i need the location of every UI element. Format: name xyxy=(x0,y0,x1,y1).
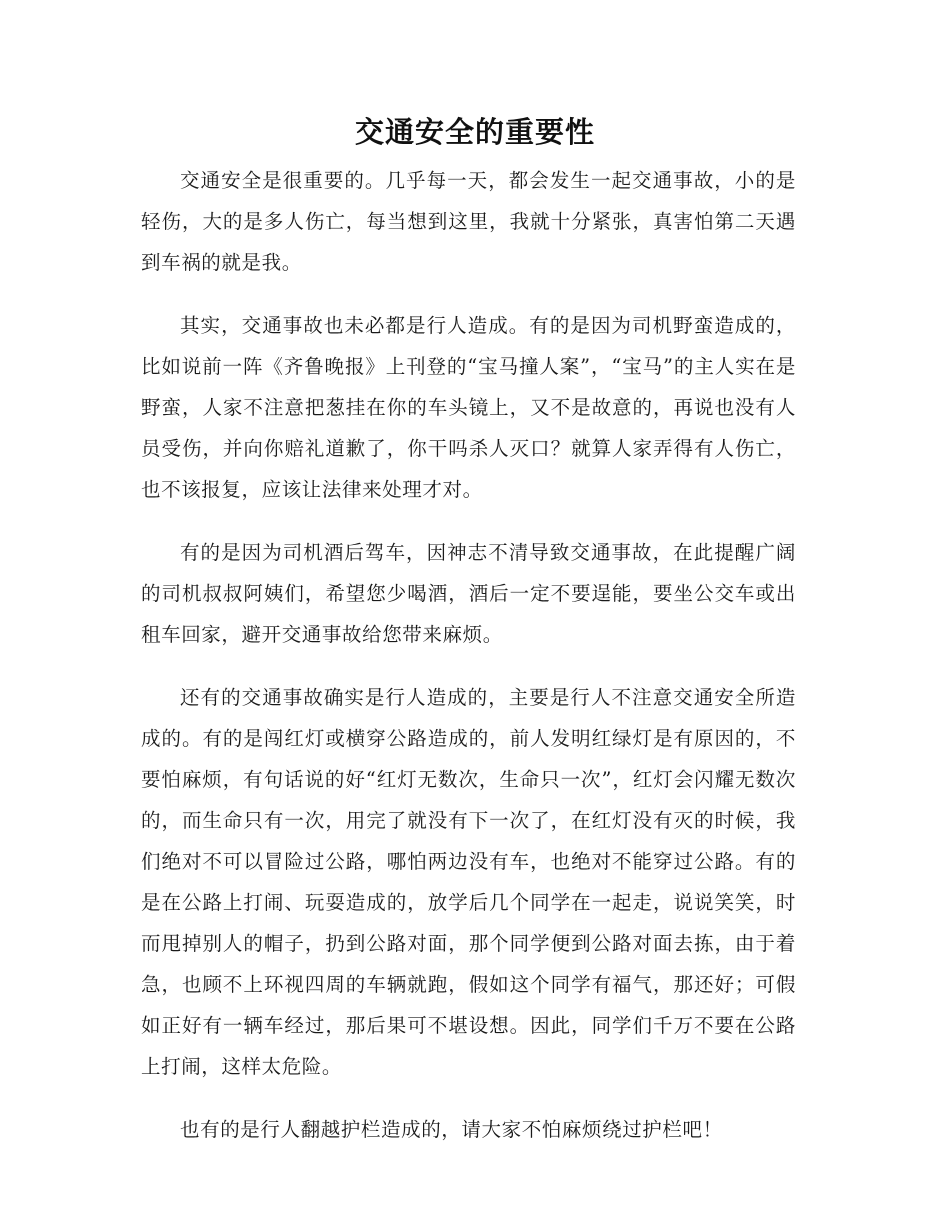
paragraph-4: 还有的交通事故确实是行人造成的，主要是行人不注意交通安全所造成的。有的是闯红灯或横穿公路造成的，前人发明红绿灯是有原因的，不要怕麻烦，有句话说的好“红灯无数次，生命只一次”，红灯会闪耀无数次的，而生命只有一次，用完了就没有下一次了，在红灯没有灭的时候，我们绝对不可以冒险过公路，哪怕两边没有车，也绝对不能穿过公路。有的是在公路上打闹、玩耍造成的，放学后几个同学在一起走，说说笑笑，时而甩掉别人的帽子，扔到公路对面，那个同学便到公路对面去拣，由于着急，也顾不上环视四周的车辆就跑，假如这个同学有福气，那还好；可假如正好有一辆车经过，那后果可不堪设想。因此，同学们千万不要在公路上打闹，这样太危险。 xyxy=(141,686,796,1078)
paragraph-1: 交通安全是很重要的。几乎每一天，都会发生一起交通事故，小的是轻伤，大的是多人伤亡，每当想到这里，我就十分紧张，真害怕第二天遇到车祸的就是我。 xyxy=(141,169,796,274)
paragraph-2: 其实，交通事故也未必都是行人造成。有的是因为司机野蛮造成的，比如说前一阵《齐鲁晚报》上刊登的“宝马撞人案”，“宝马”的主人实在是野蛮，人家不注意把葱挂在你的车头镜上，又不是故意的，再说也没有人员受伤，并向你赔礼道歉了，你干吗杀人灭口？就算人家弄得有人伤亡，也不该报复，应该让法律来处理才对。 xyxy=(141,314,796,501)
document-title: 交通安全的重要性 xyxy=(354,115,595,149)
document-body xyxy=(141,160,796,1172)
paragraph-5: 也有的是行人翻越护栏造成的，请大家不怕麻烦绕过护栏吧！ xyxy=(180,1118,723,1141)
paragraph-3: 有的是因为司机酒后驾车，因神志不清导致交通事故，在此提醒广阔的司机叔叔阿姨们，希望您少喝酒，酒后一定不要逞能，要坐公交车或出租车回家，避开交通事故给您带来麻烦。 xyxy=(141,541,796,646)
